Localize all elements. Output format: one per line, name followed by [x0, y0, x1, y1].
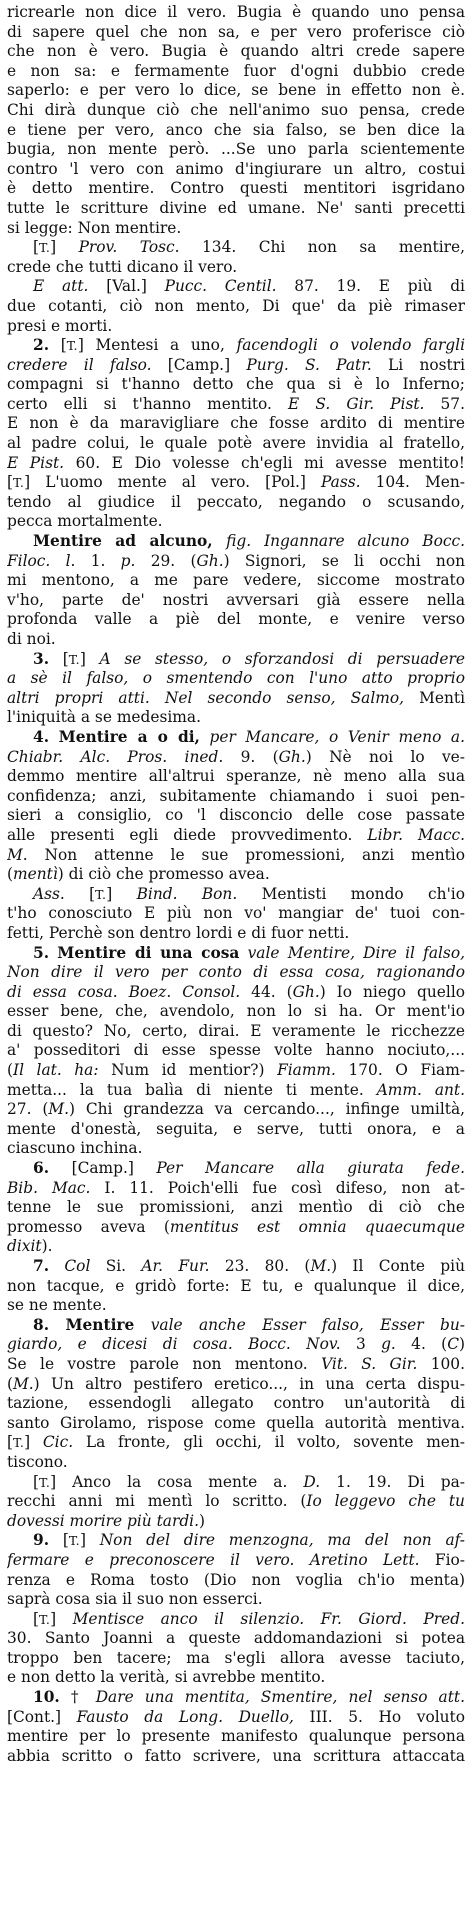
text-line — [7, 1179, 465, 1199]
text-run: abbia scritto o fatto scrivere, una scrittura attaccata — [7, 1746, 465, 1765]
text-run: ricrearle non dice il vero. Bugia è quando uno pensa — [7, 3, 465, 21]
text-line — [7, 1041, 465, 1061]
text-run: 60. E Dio volesse ch'egli mi avesse mentito! — [64, 453, 465, 472]
text-run: Fiamm. — [277, 1061, 336, 1080]
text-run: [ — [33, 1609, 40, 1628]
text-run: vale anche Esser falso, Esser bu- — [150, 1315, 465, 1334]
text-line — [7, 983, 465, 1003]
text-run: 4. ( — [395, 1335, 448, 1354]
text-run: E att. — [33, 277, 89, 296]
text-run: [ — [33, 1472, 40, 1491]
text-run: mi mentono, a me pare vedere, siccome mostrato — [7, 571, 465, 590]
text-run: I. 11. Poich'elli fue così difeso, non at- — [90, 1178, 465, 1197]
text-line — [7, 1512, 465, 1532]
text-run: 3. — [33, 649, 50, 668]
text-run: M. — [48, 1100, 69, 1119]
text-line — [7, 806, 465, 826]
text-run: sieri a consiglio, co 'l disconcio delle cose passate — [7, 806, 465, 825]
text-line — [7, 787, 465, 807]
text-run: saperlo: e per vero lo dice, se bene in effetto non è. — [7, 81, 465, 100]
text-run: E S. Gir. Pist. — [288, 394, 425, 413]
text-run: [ — [49, 1531, 69, 1550]
text-run: T. — [13, 475, 25, 491]
text-run: 7. — [33, 1257, 50, 1275]
text-run: [ — [64, 884, 96, 903]
text-run: ) Il Conte più — [331, 1257, 465, 1275]
text-run: 87. 19. E più di — [276, 277, 465, 296]
text-run: C — [447, 1335, 459, 1354]
text-run — [134, 1316, 150, 1334]
text-line — [7, 885, 465, 905]
text-run: per Mancare, o Venir meno a. — [209, 727, 465, 746]
text-line — [7, 1100, 465, 1120]
text-run: ] — [24, 1433, 43, 1452]
text-line — [7, 101, 465, 121]
text-line — [7, 826, 465, 846]
text-line — [7, 1649, 465, 1669]
text-run: presi e morti. — [7, 316, 113, 335]
text-run: ) — [458, 1335, 465, 1354]
text-run: Purg. S. Patr. — [246, 355, 372, 374]
text-line — [7, 669, 465, 689]
text-line — [7, 846, 465, 866]
text-run: Mentire di una cosa — [57, 943, 240, 962]
text-run: T. — [39, 1474, 51, 1490]
text-line — [7, 924, 465, 944]
text-line — [7, 473, 465, 493]
text-run: tendo al giudice il peccato, negando o scusando, — [7, 492, 465, 511]
text-line — [7, 258, 465, 278]
text-run: Num id mentior?) — [98, 1061, 278, 1080]
text-run: Gh. — [278, 747, 306, 766]
text-run: ( — [7, 1061, 14, 1080]
text-run: saprà cosa sia il suo non esserci. — [7, 1590, 263, 1609]
text-run: profonda valle a piè del monte, e venire verso — [7, 610, 465, 629]
text-run: Mentì — [404, 688, 465, 707]
text-run: e tiene per vero, anco che sia falso, se ben dice la — [7, 120, 465, 139]
text-line — [7, 1159, 465, 1179]
text-line — [7, 3, 465, 23]
text-line — [7, 1708, 465, 1728]
text-run: e non detto la verità, si avrebbe mentito. — [7, 1668, 326, 1687]
text-run — [200, 728, 210, 746]
text-run: fetti, Perchè son dentro lordi e di fuor netti. — [7, 923, 350, 942]
text-run: fig. Ingannare alcuno Bocc. — [226, 532, 465, 551]
text-run: 5. — [33, 943, 50, 962]
text-line — [7, 1747, 465, 1767]
text-line — [7, 1296, 465, 1316]
text-run: ciascuno inchina. — [7, 1139, 143, 1158]
text-run: Non attenne le sue promessioni, anzi mentìo — [27, 845, 465, 864]
text-line — [7, 1335, 465, 1355]
text-line — [7, 689, 465, 709]
text-run: 44. ( — [240, 982, 293, 1001]
text-line — [7, 375, 465, 395]
text-run: 6. — [33, 1159, 50, 1178]
text-line — [7, 552, 465, 572]
text-line — [7, 317, 465, 337]
text-line — [7, 630, 465, 650]
text-run: mentire per lo presente manifesto qualunque persona — [7, 1727, 465, 1746]
text-run: M. — [13, 1374, 34, 1393]
text-line — [7, 121, 465, 141]
text-line — [7, 238, 465, 258]
text-run: Fausto da Long. Duello, — [76, 1707, 294, 1726]
text-line — [7, 571, 465, 591]
text-run: ) di ciò che promesso avea. — [57, 865, 270, 884]
text-run: 30. Santo Joanni a queste addomandazioni si potea — [7, 1629, 465, 1648]
text-run: Col — [64, 1257, 91, 1275]
text-line — [7, 434, 465, 454]
text-run: [Camp.] — [49, 1159, 157, 1178]
text-run: t'ho conosciuto E più non vo' mangiar de' tuoi con- — [7, 904, 465, 923]
text-line — [7, 493, 465, 513]
text-run: ] — [106, 884, 137, 903]
text-run: Pucc. Centil. — [164, 277, 277, 296]
text-line — [7, 199, 465, 219]
text-line — [7, 1414, 465, 1434]
text-run: Dare una mentita, Smentire, nel senso att. — [95, 1688, 465, 1707]
text-run: 23. 80. ( — [209, 1257, 311, 1275]
text-run: e non sa: e fermamente fuor d'ogni dubbio crede — [7, 61, 465, 80]
text-run: T. — [68, 651, 80, 667]
text-run: metta... la tua balìa di niente ti mente. — [7, 1080, 377, 1099]
text-run: ] — [50, 1609, 73, 1628]
text-run: La fronte, gli occhi, il volto, sovente men- — [73, 1433, 465, 1452]
text-run — [239, 944, 247, 962]
text-line — [7, 1727, 465, 1747]
text-run: ) — [199, 1511, 206, 1530]
text-line — [7, 1218, 465, 1238]
text-run: 104. Men- — [360, 473, 465, 492]
text-run: bugia, non mente però. ...Se uno parla scientemente — [7, 140, 465, 159]
text-run: Gh. — [196, 551, 224, 570]
text-run: tutte le scritture divine ed umane. Ne' santi precetti — [7, 198, 465, 217]
text-run: [Camp.] — [151, 355, 247, 374]
text-line — [7, 904, 465, 924]
text-run: Mentisti mondo ch'io — [237, 884, 465, 903]
text-run: T. — [66, 338, 78, 354]
text-run: Bind. Bon. — [136, 884, 238, 903]
text-run: santo Girolamo, rispose come quella autorità mentiva. — [7, 1413, 465, 1432]
text-line — [7, 610, 465, 630]
text-run — [49, 1316, 65, 1334]
text-run: Chi dirà dunque ciò che nell'animo suo pensa, crede — [7, 100, 465, 119]
text-line — [7, 1316, 465, 1336]
text-run: a' posseditori di esse spesse volte hanno nociuto,... — [7, 1041, 465, 1060]
text-line — [7, 1531, 465, 1551]
text-line — [7, 1120, 465, 1140]
text-run: [ — [7, 1433, 14, 1452]
text-run: che non è vero. Bugia è quando altri crede sapere — [7, 42, 465, 61]
text-line — [7, 1629, 465, 1649]
text-run: esser bene, che, avendolo, non lo si ha. Or ment'io — [7, 1002, 465, 1021]
text-run: credere il falso. — [7, 355, 152, 374]
text-line — [7, 356, 465, 376]
text-run: E non è da maravigliare che fosse ardito di mentire — [7, 414, 465, 433]
text-run: ] — [79, 1531, 100, 1550]
text-run: a sè il falso, o smentendo con l'uno atto proprio — [7, 669, 465, 688]
text-line — [7, 1198, 465, 1218]
text-run: di noi. — [7, 630, 56, 648]
text-line — [7, 1688, 465, 1708]
text-run: ] L'uomo mente al vero. [Pol.] — [24, 473, 322, 492]
text-run: dovessi morire più tardi. — [7, 1511, 199, 1530]
text-run: ( — [7, 1374, 14, 1393]
text-run: g. — [381, 1335, 396, 1354]
text-line — [7, 708, 465, 728]
text-run: ( — [7, 865, 14, 884]
text-run: 10. — [33, 1688, 60, 1707]
text-run: Il lat. ha: — [13, 1061, 99, 1080]
text-run: dixit — [7, 1237, 42, 1256]
text-run: è detto mentire. Contro questi mentitori isgridano — [7, 179, 465, 198]
text-run: pecca mortalmente. — [7, 512, 163, 531]
text-line — [7, 1453, 465, 1473]
text-run: Ass. — [33, 884, 65, 903]
text-run: Li nostri — [371, 355, 465, 374]
text-run: 27. ( — [7, 1100, 49, 1119]
text-line — [7, 1433, 465, 1453]
text-run: [ — [49, 336, 67, 355]
text-run: si legge: Non mentire. — [7, 218, 182, 237]
text-run: 3 — [340, 1335, 382, 1354]
text-run: Mentire ad alcuno, — [33, 532, 227, 551]
text-run: p. — [120, 551, 136, 570]
text-run: mentitus est omnia quaecumque — [169, 1217, 465, 1236]
text-run: ) Un altro pestifero eretico..., in una certa dispu- — [33, 1374, 465, 1393]
text-line — [7, 1061, 465, 1081]
text-run: 2. — [33, 336, 50, 355]
text-run: ). — [41, 1237, 53, 1256]
text-run: di essa cosa. Boez. Consol. — [7, 982, 241, 1001]
text-run: v'ho, parte de' nostri avversari già essere nella — [7, 590, 465, 609]
text-run: 134. Chi non sa mentire, — [179, 238, 465, 257]
text-run: ] Mentesi a uno, — [77, 336, 237, 355]
text-run: T. — [13, 1435, 25, 1451]
text-run: ) Chi grandezza va cercando..., infinge umiltà, — [69, 1100, 465, 1119]
text-run: ) Signori, se li occhi non — [223, 551, 465, 570]
text-run: Non del dire menzogna, ma del non af- — [99, 1531, 465, 1550]
text-run: ) Io niego quello — [319, 982, 465, 1001]
text-line — [7, 23, 465, 43]
text-line — [7, 297, 465, 317]
text-run: mente d'onestà, seguita, e serve, tutti onora, e a — [7, 1119, 465, 1138]
text-run: promesso aveva ( — [7, 1217, 170, 1236]
text-run: Ar. Fur. — [141, 1257, 210, 1275]
text-line — [7, 1237, 465, 1257]
text-run: tiscono. — [7, 1452, 68, 1471]
text-run: 9. ( — [223, 747, 279, 766]
text-run: Amm. ant. — [376, 1080, 465, 1099]
text-run: T. — [68, 1533, 80, 1549]
text-line — [7, 728, 465, 748]
text-line — [7, 1002, 465, 1022]
text-run: al padre colui, le quale potè avere invidia al fratello, — [7, 434, 465, 453]
text-line — [7, 1257, 465, 1277]
text-run: mentì — [13, 865, 58, 884]
text-run: altri propri atti. Nel secondo senso, Salmo, — [7, 688, 404, 707]
text-run: [ — [49, 649, 69, 668]
text-run: fermare e preconoscere il vero. Aretino Lett. — [7, 1550, 420, 1569]
text-run: 57. — [424, 394, 465, 413]
text-line — [7, 219, 465, 239]
text-line — [7, 1375, 465, 1395]
text-run: renza e Roma tosto (Dio non voglia ch'io menta) — [7, 1570, 465, 1589]
text-run: di sapere quel che non sa, e per vero proferisce ciò — [7, 22, 465, 41]
text-run: E Pist. — [7, 453, 65, 472]
text-run: Si. — [90, 1257, 142, 1275]
text-line — [7, 62, 465, 82]
text-line — [7, 1610, 465, 1630]
text-run: Bib. Mac. — [7, 1178, 91, 1197]
text-run: certo elli si t'hanno mentito. — [7, 394, 289, 413]
text-line — [7, 1571, 465, 1591]
text-run: Gh. — [292, 982, 320, 1001]
text-run: Fio- — [419, 1550, 465, 1569]
text-run: Libr. Macc. — [367, 825, 465, 844]
text-run: Prov. Tosc. — [78, 238, 180, 257]
text-run: T. — [95, 886, 107, 902]
text-run: 4. — [33, 727, 50, 746]
text-run: di questo? No, certo, dirai. E veramente le ricchezze — [7, 1021, 465, 1040]
text-line — [7, 160, 465, 180]
text-run: Filoc. l. — [7, 551, 76, 570]
text-run: ) Nè noi lo ve- — [305, 747, 465, 766]
text-run: Vit. S. Gir. — [321, 1354, 418, 1373]
text-run: T. — [39, 1611, 51, 1627]
text-run: III. 5. Ho voluto — [293, 1707, 465, 1726]
text-run: T. — [39, 240, 51, 256]
text-run: 1. — [75, 551, 121, 570]
text-run: [Cont.] — [7, 1707, 77, 1726]
text-run: Mentire a o di, — [58, 727, 200, 746]
text-run — [49, 1257, 64, 1275]
text-run: 8. — [33, 1315, 50, 1334]
text-line — [7, 1394, 465, 1414]
text-line — [7, 454, 465, 474]
text-run: Per Mancare alla giurata fede. — [156, 1159, 465, 1178]
text-run — [49, 728, 59, 746]
text-line — [7, 1139, 465, 1159]
text-line — [7, 1277, 465, 1297]
text-line — [7, 1551, 465, 1571]
text-run: M. — [310, 1257, 332, 1275]
text-line — [7, 1590, 465, 1610]
text-run: l'iniquità a se medesima. — [7, 708, 201, 727]
text-run: Non dire il vero per conto di essa cosa, ragionando — [7, 963, 465, 982]
text-line — [7, 42, 465, 62]
text-run: vale Mentire, Dire il falso, — [247, 943, 465, 962]
text-run: demmo mentire all'altrui speranze, nè meno alla sua — [7, 767, 465, 786]
text-line — [7, 140, 465, 160]
text-line — [7, 414, 465, 434]
text-run: se ne mente. — [7, 1296, 107, 1315]
text-line — [7, 179, 465, 199]
text-run: Se le vostre parole non mentono. — [7, 1354, 322, 1373]
text-run: confidenza; anzi, subitamente chiamando i suoi pen- — [7, 786, 465, 805]
text-run: tenne le sue promissioni, anzi mentìo di ciò che — [7, 1198, 465, 1217]
text-line — [7, 336, 465, 356]
text-line — [7, 1668, 465, 1688]
text-run: Mentisce anco il silenzio. Fr. Giord. Pred. — [72, 1609, 465, 1628]
text-line — [7, 767, 465, 787]
text-run: 9. — [33, 1531, 50, 1550]
text-run: ] Anco la cosa mente a. — [50, 1472, 304, 1491]
text-line — [7, 1355, 465, 1375]
text-run: Mentire — [65, 1315, 135, 1334]
text-run: [Val.] — [88, 277, 165, 296]
text-run: facendogli o volendo fargli — [236, 336, 465, 355]
text-run: Pass. — [321, 473, 361, 492]
text-run: recchi anni mi mentì lo scritto. ( — [7, 1492, 307, 1511]
text-run: A se stesso, o sforzandosi di persuadere — [99, 649, 465, 668]
text-line — [7, 1473, 465, 1493]
text-run: troppo ben tacere; ma s'egli allora avesse taciuto, — [7, 1648, 465, 1667]
text-run: † — [59, 1688, 96, 1707]
text-run: tazione, essendogli allegato contro un'autorità di — [7, 1394, 465, 1413]
text-run: contro 'l vero con animo d'ingiurare un altro, costui — [7, 159, 465, 178]
text-line — [7, 1022, 465, 1042]
text-run: crede che tutti dicano il vero. — [7, 257, 238, 276]
text-line — [7, 963, 465, 983]
text-run: non tacque, e gridò forte: E tu, e qualunque il dice, — [7, 1276, 465, 1295]
text-run: 100. — [417, 1354, 465, 1373]
text-run: Chiabr. Alc. Pros. ined. — [7, 747, 224, 766]
text-line — [7, 748, 465, 768]
text-line — [7, 650, 465, 670]
text-line — [7, 1081, 465, 1101]
text-run: D. — [303, 1472, 321, 1491]
text-run: Io leggevo che tu — [306, 1492, 465, 1511]
text-line — [7, 865, 465, 885]
text-run: Cic. — [42, 1433, 74, 1452]
text-line — [7, 395, 465, 415]
text-line — [7, 81, 465, 101]
text-line — [7, 512, 465, 532]
text-run: 170. O Fiam- — [335, 1061, 465, 1080]
text-run: alle presenti egli diede provvedimento. — [7, 825, 368, 844]
text-run: 29. ( — [135, 551, 197, 570]
text-run: compagni si t'hanno detto che qua si è lo Inferno; — [7, 375, 465, 394]
text-run: M. — [7, 845, 28, 864]
text-line — [7, 591, 465, 611]
text-line — [7, 1492, 465, 1512]
text-line — [7, 277, 465, 297]
text-run: [ — [7, 473, 14, 492]
text-run: due cotanti, ciò non mento, Di que' da piè rimaser — [7, 296, 465, 315]
text-run: 1. 19. Di pa- — [320, 1472, 465, 1491]
text-run: ] — [50, 238, 79, 257]
text-line — [7, 944, 465, 964]
text-run: [ — [33, 238, 40, 257]
text-run: ] — [79, 649, 100, 668]
text-run: giardo, e dicesi di cosa. Bocc. Nov. — [7, 1335, 341, 1354]
text-line — [7, 532, 465, 552]
